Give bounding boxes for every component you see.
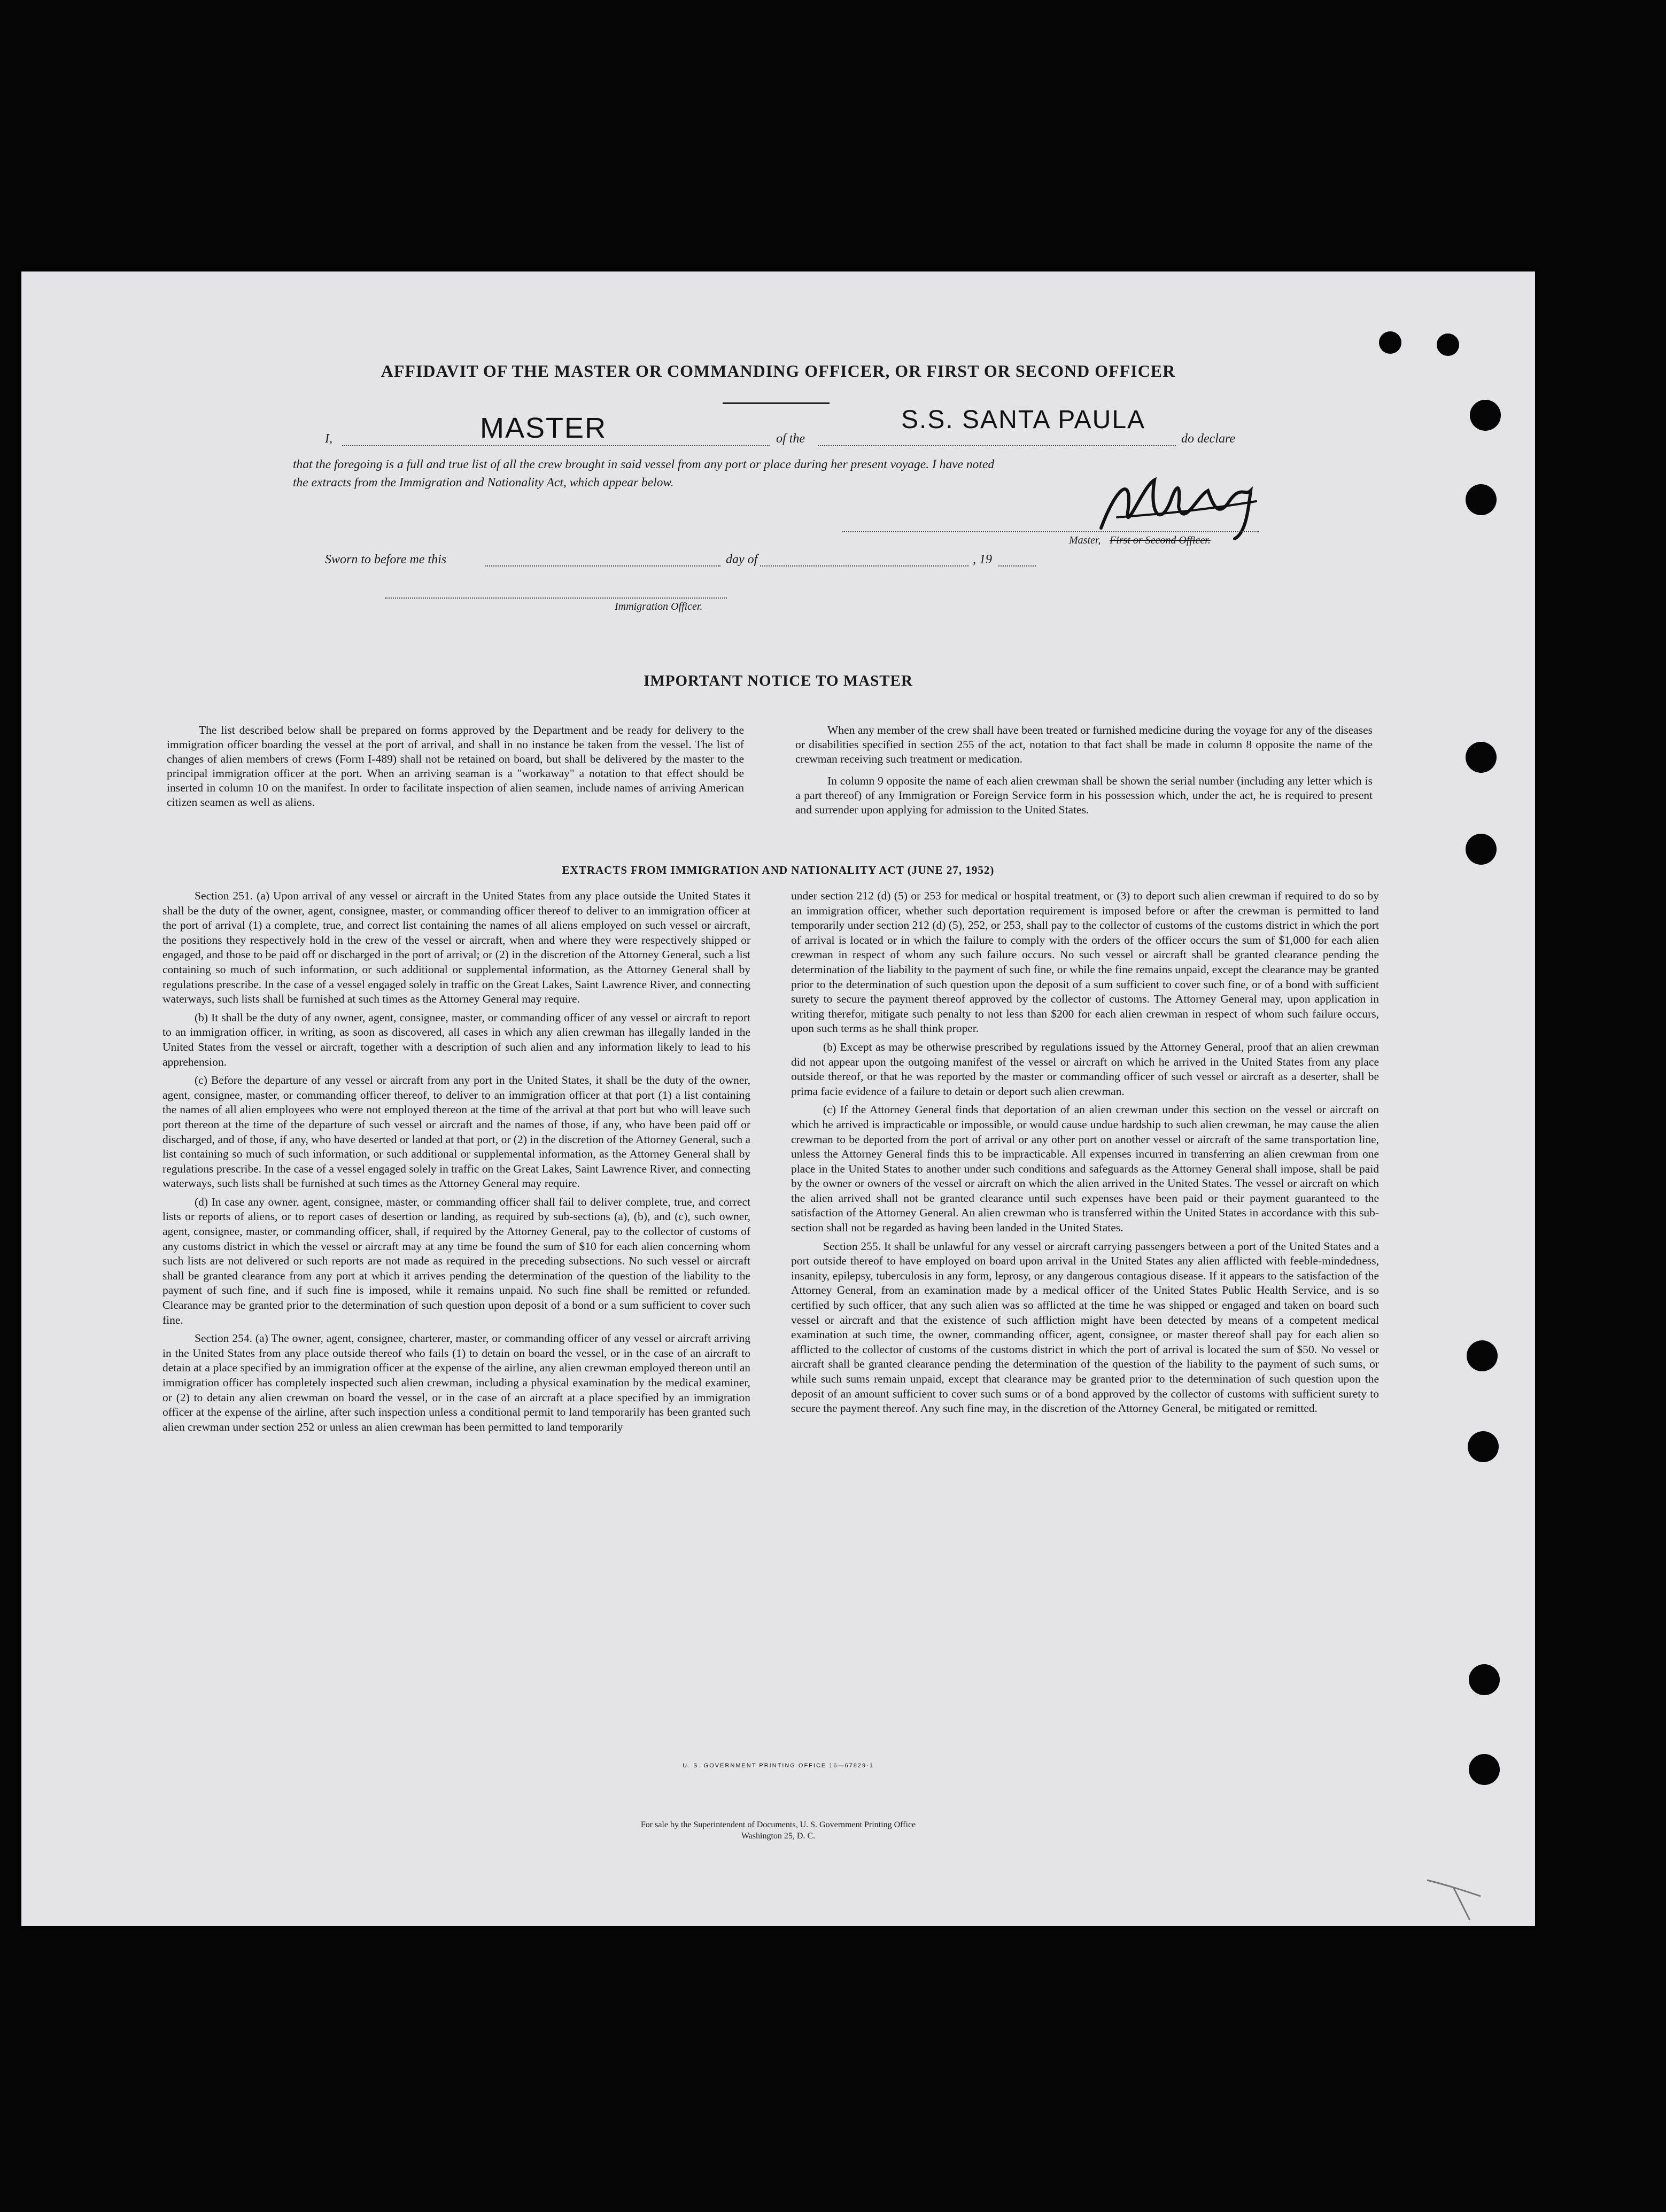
master-handwritten: MASTER xyxy=(480,412,607,444)
affidavit-page xyxy=(21,271,1535,1926)
name-blank xyxy=(342,445,770,446)
extracts-right-column xyxy=(791,889,1379,1420)
binder-hole xyxy=(1469,1664,1500,1695)
notice-right-column xyxy=(795,723,1373,825)
affidavit-statement-line1: that the foregoing is a full and true list of all the crew brought in said vessel from any port or place during her present voyage. I have noted xyxy=(293,457,995,471)
immigration-officer-caption: Immigration Officer. xyxy=(615,601,703,612)
section-254-a: Section 254. (a) The owner, agent, consignee, charterer, master, or commanding officer of any vessel or aircraft arriving in the United States from any place outside thereof who fails (1) to detain on board the vessel, or in the case of an aircraft to detain at a place specified by an immigration officer at the expense of the airline, any alien crewman employed thereon until an immigration officer has completely inspected such alien crewman, including a physical examination by the medical examiner, or (2) to detain any alien crewman on board the vessel, or in the case of an aircraft at a place specified by an immigration officer at the expense of the airline, after such inspection unless a conditional permit to land temporarily has been granted such alien crewman under section 252 or unless an alien crewman has been permitted to land temporarily xyxy=(162,1332,750,1433)
master-caption: Master, xyxy=(1069,534,1101,546)
section-251-a: Section 251. (a) Upon arrival of any vessel or aircraft in the United States from any place outside the United States it shall be the duty of the owner, agent, consignee, master, or commanding officer thereof to deliver to an immigration officer at the port of arrival (1) a complete, true, and correct list containing the names of all aliens employed on such vessel or aircraft, the positions they respectively hold in the crew of the vessel or aircraft, when and where they were respectively shipped or engaged, and those to be paid off or discharged in the port of arrival; or (2) in the discretion of the Attorney General, such a list containing so much of such information, or such additional or supplemental information, as the Attorney General shall by regulations prescribe. In the case of a vessel engaged solely in traffic on the Great Lakes, Saint Lawrence River, and connecting waterways, such lists shall be furnished at such times as the Attorney General may require. xyxy=(162,889,750,1006)
for-sale-line: For sale by the Superintendent of Documents, U. S. Government Printing Office xyxy=(640,1820,916,1829)
section-255: Section 255. It shall be unlawful for any vessel or aircraft carrying passengers between a port of the United States and a port outside thereof to have employed on board upon arrival in the United States any alien afflicted with feeble-mindedness, insanity, epilepsy, tuberculosis in any form, leprosy, or any dangerous contagious disease. If it appears to the satisfaction of the Attorney General, from an examination made by a medical officer of the United States Public Health Service, and is so certified by such officer, that any such alien was so afflicted at the time he was shipped or engaged and taken on board such vessel or aircraft and that the existence of such affliction might have been detected by means of a competent medical examination at such time, the owner, commanding officer, agent, consignee, or master thereof shall pay for each alien so afflicted to the collector of customs of the customs district in which the port of arrival is located the sum of $50. No vessel or aircraft shall be granted clearance pending the determination of the question of the liability to the payment of such sums, or while such sums remain unpaid, except that clearance may be granted prior to the determination of such question upon the deposit of an amount sufficient to cover such sums or of a bond approved by the collector of customs with sufficient surety to secure the payment thereof. Any such fine may, in the discretion of the Attorney General, be mitigated or remitted. xyxy=(791,1239,1379,1415)
affidavit-title: AFFIDAVIT OF THE MASTER OR COMMANDING OFFICER, OR FIRST OR SECOND OFFICER xyxy=(381,361,1176,381)
notice-paragraph: The list described below shall be prepared on forms approved by the Department and be ready for delivery to the immigration officer boarding the vessel at the port of arrival, and shall in no instance be taken from the vessel. The list of changes of alien members of crews (Form I-489) shall not be retained on board, but shall be delivered by the master to the principal immigration officer at the port. When an arriving seaman is a "workaway" a notation to that effect should be inserted in column 10 on the manifest. In order to facilitate inspection of alien seamen, include names of arriving American citizen seamen as well as aliens. xyxy=(167,724,744,809)
year-label: , 19 xyxy=(973,553,992,566)
vessel-name-handwritten: S.S. SANTA PAULA xyxy=(901,406,1146,434)
affidavit-statement-line2: the extracts from the Immigration and Nationality Act, which appear below. xyxy=(293,476,674,490)
signature-line xyxy=(842,531,1259,532)
binder-hole xyxy=(1379,331,1401,354)
binder-hole xyxy=(1437,333,1459,356)
section-251-c: (c) Before the departure of any vessel or aircraft from any port in the United States, it shall be the duty of the owner, agent, consignee, master, or commanding officer thereof, to deliver to an immigration officer at that port (1) a list containing the names of all alien employees who were not employed thereon at the time of the arrival at that port but who will leave such port thereon at the time of the departure of such vessel or aircraft and the names of those, if any, who have been paid off or discharged, and of those, if any, who have deserted or landed at that port, or (2) in the discretion of the Attorney General, such a list containing so much of such information, or such additional or supplemental information, as the Attorney General shall by regulations prescribe. In the case of a vessel engaged solely in traffic on the Great Lakes, Saint Lawrence River, and connecting waterways, such lists shall be furnished at such times as the Attorney General may require. xyxy=(162,1074,750,1190)
extracts-title: EXTRACTS FROM IMMIGRATION AND NATIONALITY ACT (JUNE 27, 1952) xyxy=(562,864,995,876)
sworn-year-blank xyxy=(998,565,1036,566)
sworn-day-blank xyxy=(485,565,720,566)
for-sale-line: Washington 25, D. C. xyxy=(741,1831,816,1841)
binder-hole xyxy=(1466,834,1497,865)
binder-hole xyxy=(1467,1340,1498,1371)
sworn-month-blank xyxy=(760,565,968,566)
pencil-mark xyxy=(1422,1869,1486,1923)
section-251-d: (d) In case any owner, agent, consignee, master, or commanding officer shall fail to deliver complete, true, and correct lists or reports of aliens, or to report cases of desertion or landing, as required by sub-sections (a), (b), and (c), such owner, agent, consignee, master, or commanding officer, shall, if required by the Attorney General, pay to the collector of customs of any customs district in which the vessel or aircraft may at any time be found the sum of $10 for each alien concerning whom such lists are not delivered or such reports are not made as required in the preceding subsections. No such vessel or aircraft shall be granted clearance from any port at which it arrives pending the determination of the question of the liability to the payment of such fine, and if such fine is imposed, while it remains unpaid. No such fine shall be remitted or refunded. Clearance may be granted prior to the determination of such question upon deposit of a bond or a sum sufficient to cover such fine. xyxy=(162,1195,750,1326)
title-divider xyxy=(723,402,830,404)
notice-title: IMPORTANT NOTICE TO MASTER xyxy=(644,672,913,689)
struck-officer-caption: First or Second Officer. xyxy=(1110,534,1211,546)
notice-left-column xyxy=(167,723,744,817)
do-declare-label: do declare xyxy=(1181,432,1236,446)
section-254-b: (b) Except as may be otherwise prescribed by regulations issued by the Attorney General, proof that an alien crewman did not appear upon the outgoing manifest of the vessel or aircraft on which he arrived in the United States from any place outside thereof, or that he was reported by the master or commanding officer of such vessel or aircraft as a deserter, shall be prima facie evidence of a failure to detain or deport such alien crewman. xyxy=(791,1040,1379,1098)
section-254-a-continued: under section 212 (d) (5) or 253 for medical or hospital treatment, or (3) to deport such alien crewman if required to do so by an immigration officer, whether such deportation requirement is imposed before or after the crewman is permitted to land temporarily under section 212 (d) (5), 252, or 253, shall pay to the collector of customs of the customs district in which the port of arrival is located or in which the failure to comply with the orders of the officer occurs the sum of $1,000 for each alien crewman in respect of whom any such failure occurs. No such vessel or aircraft shall be granted clearance pending the determination of the liability to the payment of such fine, or while the fine remains unpaid, except the clearance may be granted prior to the determination of such question upon the deposit of a sum sufficient to cover such fine, or of a bond with sufficient surety to secure the payment thereof approved by the collector of customs. The Attorney General may, upon application in writing therefor, mitigate such penalty to not less than $200 for each alien crewman in respect of whom such failure occurs, upon such terms as he shall think proper. xyxy=(791,889,1379,1035)
for-sale-notice xyxy=(21,1819,1535,1842)
binder-hole xyxy=(1470,400,1501,431)
binder-hole xyxy=(1466,742,1497,773)
printing-office-imprint: U. S. GOVERNMENT PRINTING OFFICE 16—67829-1 xyxy=(683,1763,874,1769)
i-label: I, xyxy=(325,432,332,446)
notice-paragraph: When any member of the crew shall have been treated or furnished medicine during the voyage for any of the diseases or disabilities specified in section 255 of the act, notation to that fact shall be made in column 8 opposite the name of the crewman receiving such treatment or medication. xyxy=(795,724,1373,765)
extracts-left-column xyxy=(162,889,750,1438)
immigration-officer-line xyxy=(385,597,727,599)
binder-hole xyxy=(1466,484,1497,515)
day-of-label: day of xyxy=(726,553,758,566)
sworn-label: Sworn to before me this xyxy=(325,553,447,566)
section-254-c: (c) If the Attorney General finds that deportation of an alien crewman under this section on the vessel or aircraft on which he arrived is impracticable or impossible, or would cause undue hardship to such alien crewman, he may cause the alien crewman to be deported from the port of arrival or any other port on another vessel or aircraft of the same transportation line, unless the Attorney General finds this to be impracticable. All expenses incurred in transferring an alien crewman from one place in the United States to another under such conditions and safeguards as the Attorney General shall impose, shall be paid by the owner or owners of the vessel or aircraft on which the alien arrived in the United States. The vessel or aircraft on which the alien arrived shall not be granted clearance until such expenses have been paid or their payment guaranteed to the satisfaction of the Attorney General. An alien crewman who is transferred within the United States in accordance with this sub-section shall not be regarded as having been landed in the United States. xyxy=(791,1103,1379,1235)
binder-hole xyxy=(1469,1754,1500,1785)
vessel-blank xyxy=(818,445,1176,446)
notice-paragraph: In column 9 opposite the name of each alien crewman shall be shown the serial number (including any letter which is a part thereof) of any Immigration or Foreign Service form in his possession which, under the act, he is required to present and surrender upon applying for admission to the United States. xyxy=(795,774,1373,816)
section-251-b: (b) It shall be the duty of any owner, agent, consignee, master, or commanding officer of any vessel or aircraft to report to an immigration officer, in writing, as soon as discovered, all cases in which any alien crewman has illegally landed in the United States from the vessel or aircraft, together with a description of such alien and any information likely to lead to his apprehension. xyxy=(162,1011,750,1068)
binder-hole xyxy=(1468,1431,1499,1462)
of-the-label: of the xyxy=(776,432,805,446)
